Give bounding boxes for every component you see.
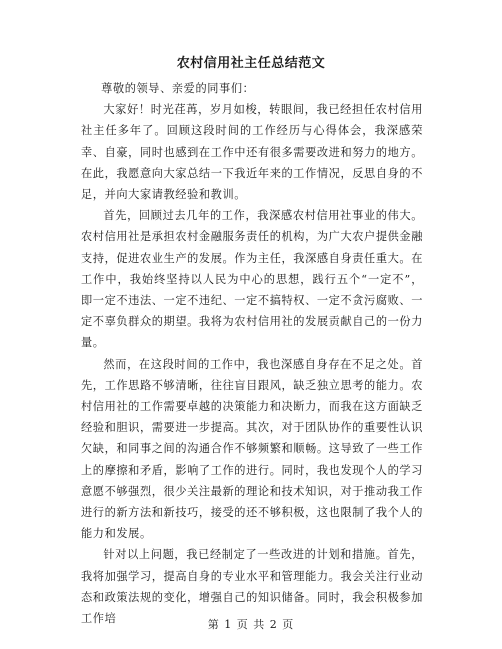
document-body <box>81 78 423 629</box>
salutation: 尊敬的领导、亲爱的同事们： <box>101 82 255 95</box>
paragraph-3: 然而，在这段时间的工作中，我也深感自身存在不足之处。首先，工作思路不够清晰，往往盲目跟风，缺乏独立思考的能力。农村信用社的工作需要卓越的决策能力和决断力，而我在这方面缺乏经验和胆识，需要进一步提高。其次，对于团队协作的重要性认识欠缺，和同事之间的沟通合作不够频繁和顺畅。这导致了一些工作上的摩擦和矛盾，影响了工作的进行。同时，我也发现个人的学习意愿不够强烈，很少关注最新的理论和技术知识，对于推动我工作进行的新方法和新技巧，接受的还不够积极，这也限制了我个人的能力和发展。 <box>81 357 423 541</box>
document-title: 农村信用社主任总结范文 <box>176 56 326 71</box>
paragraph-2: 首先，回顾过去几年的工作，我深感农村信用社事业的伟大。农村信用社是承担农村金融服务责任的机构，为广大农户提供金融支持，促进农业生产的发展。作为主任，我深感自身责任重大。在工作中，我始终坚持以人民为中心的思想，践行五个“一定不”，即一定不违法、一定不违纪、一定不搞特权、一定不贪污腐败、一定不辜负群众的期望。我将为农村信用社的发展贡献自己的一份力量。 <box>81 209 423 350</box>
paragraph-4: 针对以上问题，我已经制定了一些改进的计划和措施。首先，我将加强学习，提高自身的专业水平和管理能力。我会关注行业动态和政策法规的变化，增强自己的知识储备。同时，我会积极参加工作培 <box>81 548 423 626</box>
page-number-footer: 第 1 页 共 2 页 <box>207 618 295 631</box>
paragraph-1: 大家好！时光荏苒，岁月如梭，转眼间，我已经担任农村信用社主任多年了。回顾这段时间的工作经历与心得体会，我深感荣幸、自豪，同时也感到在工作中还有很多需要改进和努力的地方。在此，我愿意向大家总结一下我近年来的工作情况，反思自身的不足，并向大家请教经验和教训。 <box>81 103 423 202</box>
